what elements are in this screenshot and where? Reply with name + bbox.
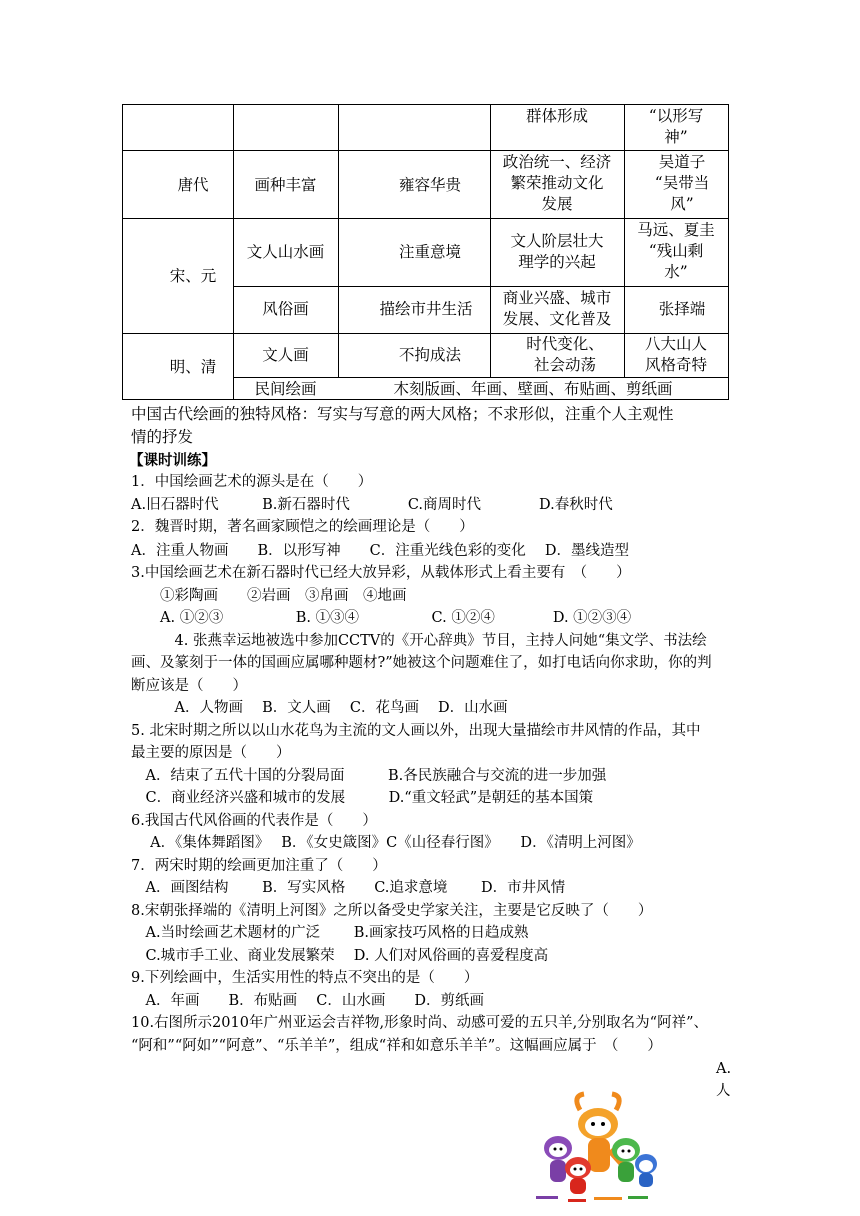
question-line: A．结束了五代十国的分裂局面 B.各民族融合与交流的进一步加强: [131, 768, 607, 784]
cell-ming-dynasty: 明、清: [169, 358, 217, 376]
question-line: 画、及篆刻于一体的国画应属哪种题材?”她被这个问题难住了，如打电话向你求助，你的判: [131, 655, 712, 671]
question-line: 4. 张燕幸运地被选中参加CCTV的《开心辞典》节目，主持人问她“集文学、书法绘: [131, 633, 707, 649]
question-line: 3.中国绘画艺术在新石器时代已经大放异彩，从载体形式上看主要有 （ ）: [131, 565, 631, 581]
question-line: A．《集体舞蹈图》 B．《女史箴图》C《山径春行图》 D．《清明上河图》: [131, 835, 641, 851]
question-line: “阿和”“阿如”“阿意”、“乐羊羊”，组成“祥和如意乐羊羊”。这幅画应属于 （ ）: [131, 1038, 662, 1054]
cell-tang-reason: 政治统一、经济 繁荣推动文化 发展: [502, 153, 612, 213]
question-line: 7．两宋时期的绘画更加注重了（ ）: [131, 858, 387, 874]
question-line: 10.右图所示2010年广州亚运会吉祥物,形象时尚、动感可爱的五只羊,分别取名为“阿祥”、: [131, 1015, 709, 1031]
question-line: 5. 北宋时期之所以以山水花鸟为主流的文人画以外，出现大量描绘市井风情的作品，其中: [131, 723, 701, 739]
cell-tang-artist: 吴道子 “吴带当 风”: [654, 153, 710, 213]
question-line: C．商业经济兴盛和城市的发展 D.“重文轻武”是朝廷的基本国策: [131, 790, 594, 806]
question-line: C.城市手工业、商业发展繁荣 D. 人们对风俗画的喜爱程度高: [131, 948, 549, 964]
mascot-goats-icon: [528, 1084, 664, 1206]
question-line: A.当时绘画艺术题材的广泛 B.画家技巧风格的日趋成熟: [131, 925, 529, 941]
cell-ming-a-type: 文人画: [262, 346, 309, 364]
question-line: A．人物画 B．文人画 C．花鸟画 D．山水画: [131, 700, 508, 716]
asian-games-mascot-image: [528, 1084, 664, 1206]
option-a-label-ren: 人: [716, 1083, 731, 1099]
summary-line-1: 中国古代绘画的独特风格：写实与写意的两大风格；不求形似，注重个人主观性: [131, 405, 674, 423]
question-line: 1．中国绘画艺术的源头是在（ ）: [131, 474, 373, 490]
cell-song-b-style: 描绘市井生活: [379, 300, 473, 318]
cell-ming-a-reason: 时代变化、 社会动荡: [526, 335, 604, 374]
cell-song-a-style: 注重意境: [398, 243, 461, 261]
cell-ming-b-content: 木刻版画、年画、壁画、布贴画、剪纸画: [393, 380, 673, 398]
cell-song-b-artist: 张择端: [658, 300, 706, 318]
question-line: A.旧石器时代 B.新石器时代 C.商周时代 D.春秋时代: [131, 497, 613, 513]
summary-line-2: 情的抒发: [131, 428, 194, 446]
cell-song-a-type: 文人山水画: [246, 243, 325, 261]
question-line: 9.下列绘画中，生活实用性的特点不突出的是（ ）: [131, 970, 479, 986]
cell-ming-b-type: 民间绘画: [254, 380, 317, 398]
cell-ming-a-artist: 八大山人 风格奇特: [644, 335, 707, 374]
cell-tang-type: 画种丰富: [254, 176, 317, 194]
question-line: 断应该是（ ）: [131, 678, 247, 694]
cell-song-dynasty: 宋、元: [169, 267, 217, 285]
cell-ming-a-style: 不拘成法: [398, 346, 461, 364]
cell-song-b-reason: 商业兴盛、城市 发展、文化普及: [502, 289, 612, 328]
question-line: 最主要的原因是（ ）: [131, 745, 291, 761]
question-line: 8.宋朝张择端的《清明上河图》之所以备受史学家关注，主要是它反映了（ ）: [131, 903, 653, 919]
section-title: 【课时训练】: [129, 452, 216, 469]
question-line: A．年画 B．布贴画 C．山水画 D．剪纸画: [131, 993, 484, 1009]
cell-qunti: 群体形成: [525, 107, 588, 125]
question-line: 6.我国古代风俗画的代表作是（ ）: [131, 813, 377, 829]
question-line: A．注重人物画 B．以形写神 C．注重光线色彩的变化 D．墨线造型: [131, 543, 629, 559]
cell-yixingxieshen: “以形写 神”: [648, 107, 704, 146]
cell-song-b-type: 风俗画: [262, 300, 309, 318]
cell-tang-style: 雍容华贵: [398, 176, 461, 194]
question-line: A．画图结构 B．写实风格 C.追求意境 D．市井风情: [131, 880, 566, 896]
question-line: ①彩陶画 ②岩画 ③帛画 ④地画: [131, 588, 407, 604]
question-line: A. ①②③ B. ①③④ C. ①②④ D. ①②③④: [131, 610, 632, 626]
question-line: 2．魏晋时期，著名画家顾恺之的绘画理论是（ ）: [131, 519, 474, 535]
cell-song-a-artist: 马远、夏圭 “残山剩 水”: [637, 221, 715, 281]
option-a-label: A.: [716, 1061, 732, 1077]
cell-song-a-reason: 文人阶层壮大 理学的兴起: [510, 232, 604, 271]
cell-tang-dynasty: 唐代: [177, 176, 209, 194]
